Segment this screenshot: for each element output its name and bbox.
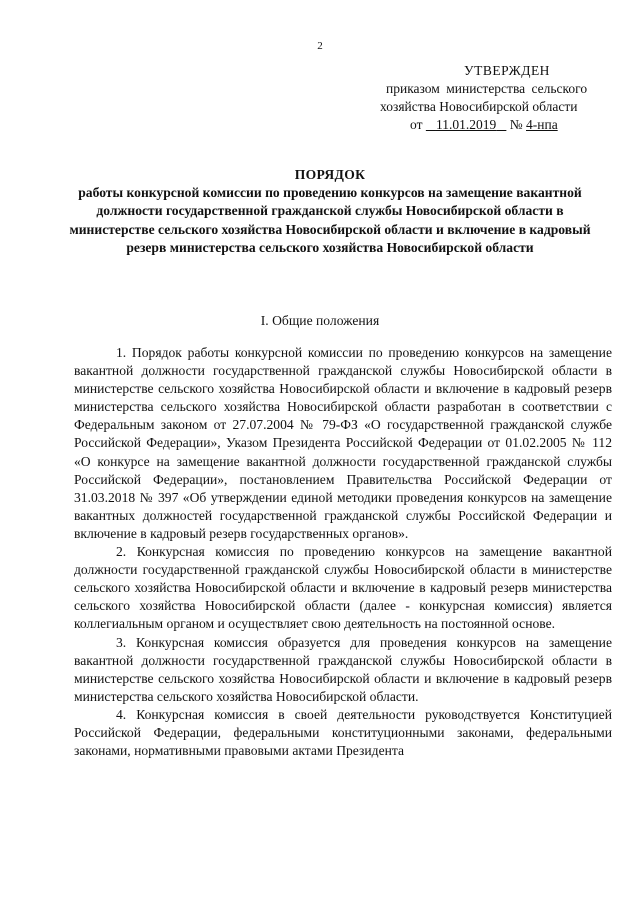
document-subtitle: работы конкурсной комиссии по проведению конкурсов на замещение вакантной должности государственной гражданской службы Новосибирской области в министерстве сельского хозяйства Новосибирской области и включение в кадровый резерв министерства сельского хозяйства Новосибирской области	[69, 185, 591, 255]
approval-region-line: хозяйства Новосибирской области	[380, 99, 578, 114]
paragraph-2: 2. Конкурсная комиссия по проведению конкурсов на замещение вакантной должности государственной гражданской службы Новосибирской области в министерстве сельского хозяйства Новосибирской области и включение в кадровый резерв министерства сельского хозяйства Новосибирской области (далее - конкурсная комиссия) является коллегиальным органом и осуществляет свою деятельность на постоянной основе.	[74, 544, 612, 632]
document-title: ПОРЯДОК	[294, 167, 366, 182]
section-heading: I. Общие положения	[260, 313, 380, 328]
approval-date-line	[372, 116, 612, 134]
approval-date-prefix: от	[410, 117, 423, 132]
paragraph-1: 1. Порядок работы конкурсной комиссии по проведению конкурсов на замещение вакантной должности государственной гражданской службы Новосибирской области в министерстве сельского хозяйства Новосибирской области и включение в кадровый резерв министерства сельского хозяйства Новосибирской области разработан в соответствии с Федеральным законом от 27.07.2004 № 79-ФЗ «О государственной гражданской службе Российской Федерации», Указом Президента Российской Федерации от 01.02.2005 № 112 «О конкурсе на замещение вакантной должности государственной гражданской службы Российской Федерации», постановлением Правительства Российской Федерации от 31.03.2018 № 397 «Об утверждении единой методики проведения конкурсов на замещение вакантных должностей государственной гражданской службы Российской Федерации и включение в кадровый резерв государственных органов».	[74, 345, 612, 541]
approval-date	[426, 117, 507, 132]
paragraph-3: 3. Конкурсная комиссия образуется для проведения конкурсов на замещение вакантной должности государственной гражданской службы Новосибирской области в министерстве сельского хозяйства Новосибирской области и включение в кадровый резерв министерства сельского хозяйства Новосибирской области.	[74, 634, 612, 704]
document-body	[74, 344, 612, 760]
page-number: 2	[317, 40, 323, 52]
document-title-block	[60, 166, 600, 257]
approval-block	[372, 62, 612, 134]
approval-date-value: 11.01.2019	[435, 117, 497, 132]
paragraph-4: 4. Конкурсная комиссия в своей деятельности руководствуется Конституцией Российской Федерации, федеральными конституционными законами, федеральными законами, нормативными правовыми актами Президента	[74, 706, 612, 759]
approval-title: УТВЕРЖДЕН	[464, 63, 550, 78]
approval-number: 4-нпа	[526, 117, 558, 132]
approval-order-line: приказом министерства сельского	[386, 81, 588, 96]
approval-number-prefix: №	[509, 117, 523, 132]
